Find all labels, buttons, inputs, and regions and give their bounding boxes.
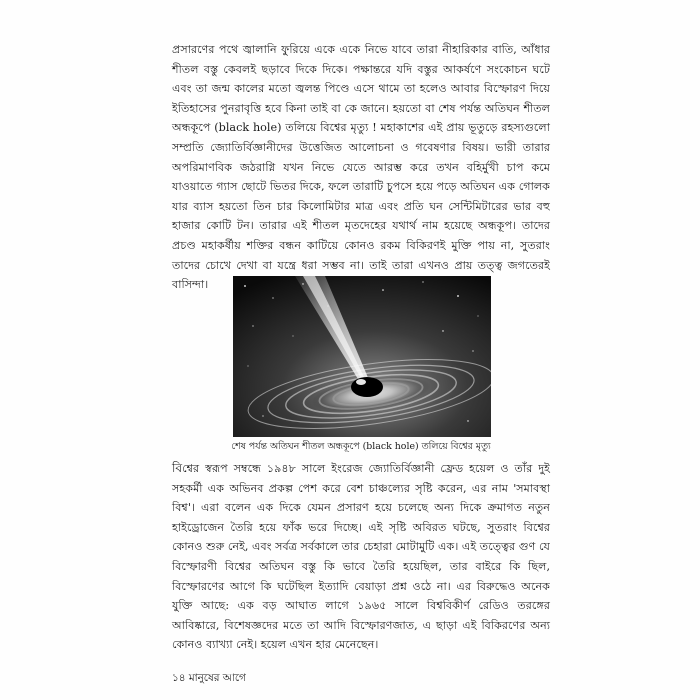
page-number: ১৪ [172,672,186,684]
paragraph-black-hole: প্রসারণের পথে জ্বালানি ফুরিয়ে একে একে নিভে যাবে তারা নীহারিকার বাতি, আঁধার শীতল বস্তু কেবলই ছড়াবে দিকে দিকে। পক্ষান্তরে যদি বস্তুর আকর্ষণে সংকোচন ঘটে এবং তা জন্ম কালের মতো জ্বলন্ত পিণ্ডে এসে থামে তা হলেও আবার বিস্ফোরণ দিয়ে ইতিহাসের পুনরাবৃত্তি হবে কিনা তাই বা কে জানে। হয়তো বা শেষ পর্যন্ত অতিঘন শীতল অন্ধকূপে (black hole) তলিয়ে বিশ্বের মৃত্যু ! মহাকাশের এই প্রায় ভূতুড়ে রহস্যগুলো সম্প্রতি জ্যোতির্বিজ্ঞানীদের উত্তেজিত আলোচনা ও গবেষণার বিষয়। ভারী তারার অপরিমাণবিক জঠরাগ্নি যখন নিভে যেতে আরম্ভ করে তখন বহির্মুখী চাপ কমে যাওয়াতে গ্যাস ছোটে ভিতর দিকে, ফলে তারাটি চুপসে হয়ে পড়ে অতিঘন এক গোলক যার ব্যাস হয়তো তিন চার কিলোমিটার মাত্র এবং প্রতি ঘন সেন্টিমিটারের ভার বহু হাজার কোটি টন। তারার এই শীতল মৃতদেহের যথার্থ নাম হয়েছে অন্ধকূপ। তাদের প্রচণ্ড মহাকর্ষীয় শক্তির বন্ধন কাটিয়ে কোনও রকম বিকিরণই মুক্তি পায় না, সুতরাং তাদের চোখে দেখা বা যন্ত্রে ধরা সম্ভব না। তাই তারা এখনও প্রায় তত্ত্ব জগতেরই বাসিন্দা। [172,43,550,292]
figure-caption: শেষ পর্যন্ত অতিঘন শীতল অন্ধকূপে (black hole) তলিয়ে বিশ্বের মৃত্যু [231,441,491,452]
page-footer [172,671,246,685]
black-hole-illustration [233,276,491,437]
book-title: মানুষের আগে [188,672,246,684]
paragraph-steady-state: বিশ্বের স্বরূপ সম্বন্ধে ১৯৪৮ সালে ইংরেজ জ্যোতির্বিজ্ঞানী ফ্রেড হয়েল ও তাঁর দুই সহকর্মী এক অভিনব প্রকল্প পেশ করে বেশ চাঞ্চল্যের সৃষ্টি করেন, এর নাম 'সমাবস্থা বিশ্ব'। এরা বলেন এক দিকে যেমন প্রসারণ হয়ে চলেছে অন্য দিকে ক্রমাগত নতুন হাইড্রোজেন তৈরি হয়ে ফাঁক ভরে দিচ্ছে। এই সৃষ্টি অবিরত ঘটছে, সুতরাং বিশ্বের কোনও শুরু নেই, এবং সর্বত্র সর্বকালে তার চেহারা মোটামুটি এক। এই তত্ত্বের গুণ যে বিস্ফোরণী বিশ্বের অতিঘন বস্তু কি ভাবে তৈরি হয়েছিল, তার বাইরে কি ছিল, বিস্ফোরণের আগে কি ঘটেছিল ইত্যাদি বেয়াড়া প্রশ্ন ওঠে না। এর বিরুদ্ধেও অনেক যুক্তি আছে: এক বড় আঘাত লাগে ১৯৬৫ সালে বিশ্ববিকীর্ণ রেডিও তরঙ্গের আবিষ্কারে, বিশেষজ্ঞদের মতে তা আদি বিস্ফোরণজাত, এ ছাড়া এই বিকিরণের অন্য কোনও ব্যাখ্যা নেই। হয়েল এখন হার মেনেছেন। [172,461,550,652]
black-hole-image [233,276,491,437]
